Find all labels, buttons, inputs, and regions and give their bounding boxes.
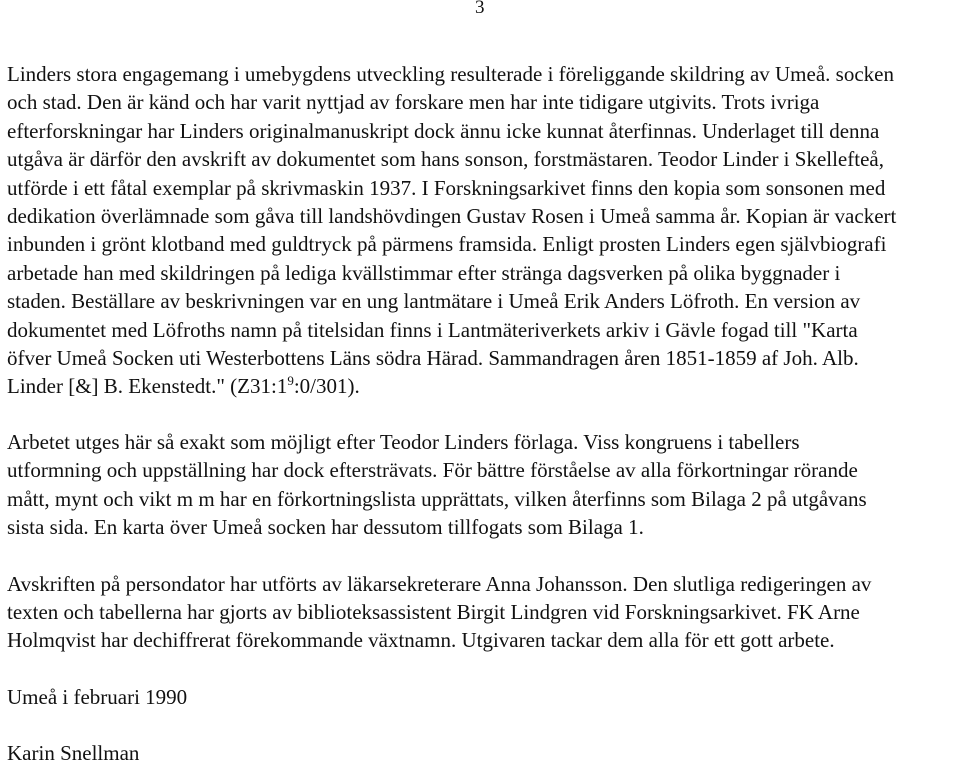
text-line: staden. Beställare av beskrivningen var en ung lantmätare i Umeå Erik Anders Löfroth. En version av <box>7 289 861 314</box>
text-line: dokumentet med Löfroths namn på titelsidan finns i Lantmäteriverkets arkiv i Gävle fogad till "Karta <box>7 317 858 342</box>
acknowledgements-paragraph <box>7 570 955 655</box>
reference-text: Linder [&] B. Ekenstedt." (Z31:1 <box>7 374 288 399</box>
text-line: och stad. Den är känd och har varit nyttjad av forskare men har inte tidigare utgivits. Trots ivriga <box>7 90 820 115</box>
reference-superscript: 9 <box>287 373 294 389</box>
text-line-with-reference <box>7 372 955 400</box>
text-line: Arbetet utges här så exakt som möjligt efter Teodor Linders förlaga. Viss kongruens i tabellers <box>7 429 800 454</box>
text-line: texten och tabellerna har gjorts av biblioteksassistent Birgit Lindgren vid Forskningsarkivet. FK Arne <box>7 599 860 624</box>
text-line: sista sida. En karta över Umeå socken har dessutom tillfogats som Bilaga 1. <box>7 515 644 540</box>
text-line: öfver Umeå Socken uti Westerbottens Läns södra Härad. Sammandragen åren 1851-1859 af Joh. Alb. <box>7 346 859 371</box>
page-number: 3 <box>475 0 485 18</box>
edition-paragraph <box>7 428 955 542</box>
intro-paragraph <box>7 60 955 401</box>
author-signature: Karin Snellman <box>7 741 140 766</box>
text-line: arbetade han med skildringen på lediga kvällstimmar efter stränga dagsverken på olika byggnader i <box>7 260 841 285</box>
place-date: Umeå i februari 1990 <box>7 684 188 709</box>
document-body <box>7 60 955 768</box>
text-line: inbunden i grönt klotband med guldtryck på pärmens framsida. Enligt prosten Linders egen självbiografi <box>7 232 887 257</box>
text-line: utförde i ett fåtal exemplar på skrivmaskin 1937. I Forskningsarkivet finns den kopia som sonsonen med <box>7 175 886 200</box>
text-line: utgåva är därför den avskrift av dokumentet som hans sonson, forstmästaren. Teodor Linder i Skellefteå, <box>7 147 884 172</box>
text-line: utformning och uppställning har dock eftersträvats. För bättre förståelse av alla förkortningar rörande <box>7 458 858 483</box>
reference-text-end: :0/301). <box>293 374 360 399</box>
text-line: Linders stora engagemang i umebygdens utveckling resulterade i föreliggande skildring av Umeå. socken <box>7 62 894 86</box>
text-line: Avskriften på persondator har utförts av läkarsekreterare Anna Johansson. Den slutliga redigeringen av <box>7 571 872 596</box>
text-line: efterforskningar har Linders originalmanuskript dock ännu icke kunnat återfinnas. Underlaget till denna <box>7 118 880 143</box>
text-line: mått, mynt och vikt m m har en förkortningslista upprättats, vilken återfinns som Bilaga 2 på utgåvans <box>7 486 867 511</box>
text-line: Holmqvist har dechiffrerat förekommande växtnamn. Utgivaren tackar dem alla för ett gott arbete. <box>7 628 835 653</box>
text-line: dedikation överlämnade som gåva till landshövdingen Gustav Rosen i Umeå samma år. Kopian är vackert <box>7 204 897 229</box>
